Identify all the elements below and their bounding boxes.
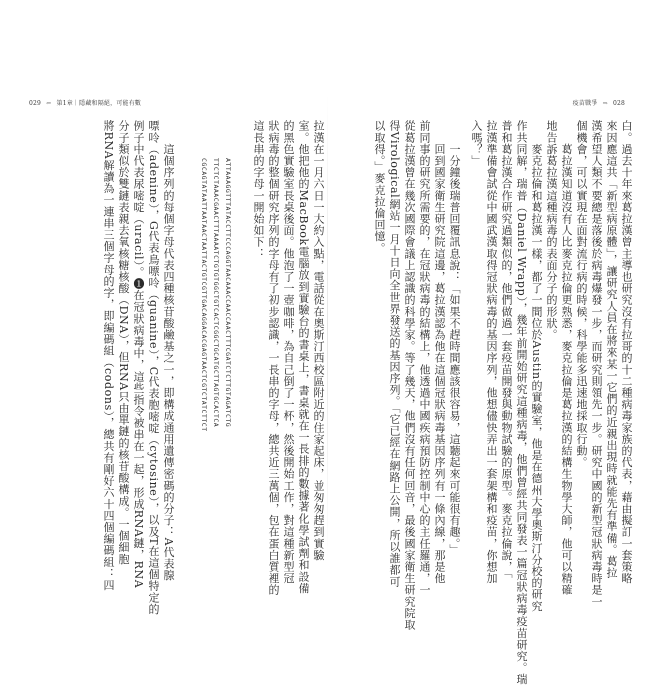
- left-page-header: [29, 98, 141, 107]
- right-col-3: 漢希望人類不要總是落後於病毒爆發一步，而研究則領先一步。研究中國的新型冠狀病毒時是一: [590, 120, 603, 608]
- left-col-2: 室。他把他的MacBook電腦放到實驗台的書桌上，書桌就在一長排的數據著化學試劑和設備: [297, 120, 310, 594]
- right-col-7: 麥克拉倫和葛拉漢一樣，都了一間位於Austin的實驗室，他是在德州大學奧斯汀分校的研究: [530, 120, 543, 612]
- right-col-12: 一分鐘後瑞普回覆訊息說：「如果不趕時間應該很容易，這聽起來可能很有趣。」: [448, 120, 461, 556]
- left-col-8: 例子中代表尿嘧啶（uracil）。❶在冠狀病毒中，這些指令被串在一起，形成RNA鏈，RNA: [132, 120, 145, 589]
- dna-sequence-line-1: ATTAAAGGTTTATACCTTCCCAGGTAACAAACCAACCAACTTTCGATCTCTTGTAGATCTG: [224, 158, 232, 428]
- left-col-6: 這個序列的每個字母代表四種核苷酸鹼基之一，即構成通用遺傳密碼的分子：A代表腺: [162, 120, 175, 581]
- right-col-4: 個機會，可以實現在面對流行病的時候，科學能多迅速地採取行動。: [575, 120, 588, 468]
- left-page-number: 029: [29, 100, 42, 107]
- right-col-8: 作共同解，瑞普（Daniel Wrapp），幾年前開始研究這種病毒，他們曾經共同發表一篇冠狀病毒疫苗研究。瑞: [515, 120, 528, 685]
- right-col-17: 以取得。」麥克拉倫回憶。: [373, 120, 386, 254]
- right-col-2: 來因應這共「新型病原體」，讓研究人員在將來某一它們的近親出現時就能先有準備。葛拉: [605, 120, 618, 579]
- right-col-6: 地告訴葛拉漢這種病毒的表面分子的形狀。: [545, 120, 558, 341]
- left-chapter-title: 第1章｜隱藏和隔絕，可能有數: [56, 100, 142, 107]
- right-chapter-title: 疫苗戰爭: [572, 100, 598, 107]
- right-col-16: 得Virological網站一月十日向全世界發送的基因序列。「它已經在網路上公開，所以誰都可: [388, 120, 401, 588]
- right-col-5: 葛拉漢知道沒有人比麥克拉倫更熟悉，麥克拉倫是葛拉漢的結構生物學大師，他可以精確: [560, 120, 573, 596]
- left-col-7: 嘌呤（adenine），G代表鳥嘌呤（guanine），C代表胞嘧啶（cytosine），以及T在這個特定的: [147, 120, 160, 615]
- right-arrow-icon: ⇒: [602, 100, 608, 107]
- right-page-body: [330, 120, 633, 685]
- left-col-10: 將RNA解讀為一連串三個字母的字，即編碼組（codons），總共有剛好六十四個編碼組：四: [102, 120, 115, 591]
- right-col-14: 前同事的研究所需要的，在冠狀病毒的結構上，他透過中國疾病預防控制中心的主任羅通，一: [418, 120, 431, 596]
- left-col-5: 這長串的字母一開始如下：: [252, 120, 265, 260]
- left-col-1: 拉漢在一月六日一大約入點，電話從在奧斯汀西校區附近的住家起床，並匆匆趕到實驗: [312, 120, 325, 561]
- left-page-body: [24, 120, 325, 615]
- left-arrow-icon: ⇐: [46, 100, 52, 107]
- dna-sequence-line-2: TTCTCTAAACGAACTTTAAAATCTGTGTGGCTGTCACTCGGCTGCATGCTTAGTGCACTCA: [212, 158, 220, 428]
- left-col-4: 狀病毒的整個研究序列的字母有了初步認識，一長串的字母，總共近三萬個，包在蛋白質裡的: [267, 120, 280, 596]
- page-gutter: [327, 92, 328, 562]
- right-col-13: 回到國家衛生研究院這邊，葛拉漢認為他在這個冠狀病毒基因序列有一條內線，那是他: [433, 120, 446, 584]
- left-col-9: 分子類似於雙鏈表親去氧核糖核酸（DNA），但RNA只由單鏈的核苷酸構成。一個細胞: [117, 120, 130, 565]
- left-col-3: 的黑色實驗室長桌後面。他泡了一壺咖啡，為自己倒了一杯，然後開始工作，對這種新型冠: [282, 120, 295, 584]
- right-page-number: 028: [612, 100, 625, 107]
- right-page-header: [573, 98, 625, 107]
- right-col-11: 入嗎？」: [470, 120, 483, 167]
- right-col-1: 白。過去十年來葛拉漢曾主導也研究沒有拉哥的十二種病毒家族的代表，藉由擬訂一套策略: [620, 120, 633, 584]
- right-col-15: 從葛拉漢曾在幾次國際會議上認識的科學家。等了幾天，他們沒有任何回音，最後國家衛生研究院取: [403, 120, 416, 631]
- dna-sequence-line-3: CGCAGTATAATTAATAACTAATTACTGTCGTTGACAGGACACGAGTAACTCGTCTATCTTCT: [200, 158, 208, 432]
- right-col-9: 普和葛拉漢合作研究過類似的，他們做過一套疫苗開發與動物試驗的原型。麥克拉倫說，「: [500, 120, 513, 579]
- right-col-10: 拉漢準備會試從中國武漢取得冠狀病毒的基因序列，他想儘快弄出一套架構和疫苗，你想加: [485, 120, 498, 584]
